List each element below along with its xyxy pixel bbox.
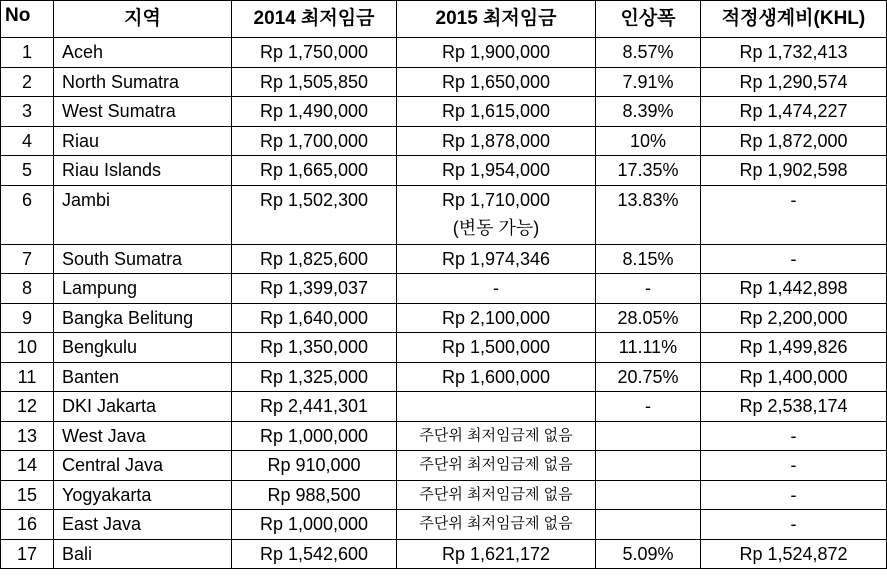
cell-region: West Java (54, 421, 232, 451)
cell-region: North Sumatra (54, 67, 232, 97)
cell-increase: - (596, 392, 701, 422)
cell-wage-2014: Rp 1,399,037 (232, 274, 397, 304)
table-row (1, 126, 887, 156)
cell-wage-2014: Rp 910,000 (232, 451, 397, 481)
cell-region: DKI Jakarta (54, 392, 232, 422)
cell-region: Bangka Belitung (54, 303, 232, 333)
cell-increase (596, 451, 701, 481)
cell-khl: Rp 1,442,898 (701, 274, 887, 304)
cell-wage-2015: 주단위 최저임금제 없음 (397, 421, 596, 451)
table-row (1, 539, 887, 569)
table-row (1, 274, 887, 304)
cell-region: Bengkulu (54, 333, 232, 363)
cell-increase (596, 421, 701, 451)
cell-wage-2015: Rp 1,600,000 (397, 362, 596, 392)
cell-wage-2014: Rp 1,542,600 (232, 539, 397, 569)
cell-increase: 10% (596, 126, 701, 156)
cell-no: 4 (1, 126, 54, 156)
cell-increase: 7.91% (596, 67, 701, 97)
cell-wage-2015: Rp 1,650,000 (397, 67, 596, 97)
cell-wage-2014: Rp 1,502,300 (232, 185, 397, 244)
cell-wage-2014: Rp 1,490,000 (232, 97, 397, 127)
header-wage-2015: 2015 최저임금 (397, 1, 596, 38)
cell-wage-2015: Rp 1,621,172 (397, 539, 596, 569)
cell-khl: - (701, 185, 887, 244)
cell-khl: Rp 2,538,174 (701, 392, 887, 422)
cell-wage-2014: Rp 988,500 (232, 480, 397, 510)
cell-increase: 5.09% (596, 539, 701, 569)
table-row (1, 480, 887, 510)
table-row (1, 392, 887, 422)
table-row (1, 244, 887, 274)
cell-khl: - (701, 421, 887, 451)
cell-region: Riau Islands (54, 156, 232, 186)
cell-wage-2014: Rp 1,505,850 (232, 67, 397, 97)
cell-increase (596, 510, 701, 540)
cell-increase: 17.35% (596, 156, 701, 186)
cell-wage-2015: Rp 1,500,000 (397, 333, 596, 363)
cell-increase: 20.75% (596, 362, 701, 392)
cell-khl: Rp 1,499,826 (701, 333, 887, 363)
cell-wage-2015: Rp 1,954,000 (397, 156, 596, 186)
cell-khl: Rp 2,200,000 (701, 303, 887, 333)
cell-no: 9 (1, 303, 54, 333)
cell-khl: Rp 1,872,000 (701, 126, 887, 156)
table-body (1, 38, 887, 569)
cell-increase: 13.83% (596, 185, 701, 244)
cell-wage-2015: Rp 1,900,000 (397, 38, 596, 68)
cell-wage-2014: Rp 1,665,000 (232, 156, 397, 186)
cell-wage-2014: Rp 1,750,000 (232, 38, 397, 68)
table-row (1, 303, 887, 333)
cell-no: 15 (1, 480, 54, 510)
cell-khl: Rp 1,732,413 (701, 38, 887, 68)
cell-wage-2015 (397, 392, 596, 422)
cell-increase: 8.39% (596, 97, 701, 127)
cell-region: Jambi (54, 185, 232, 244)
table-row (1, 185, 887, 244)
cell-region: West Sumatra (54, 97, 232, 127)
table-row (1, 333, 887, 363)
cell-wage-2014: Rp 2,441,301 (232, 392, 397, 422)
cell-wage-2014: Rp 1,325,000 (232, 362, 397, 392)
cell-no: 12 (1, 392, 54, 422)
cell-increase: 8.57% (596, 38, 701, 68)
cell-no: 16 (1, 510, 54, 540)
cell-no: 2 (1, 67, 54, 97)
cell-wage-2015: Rp 1,878,000 (397, 126, 596, 156)
cell-region: Lampung (54, 274, 232, 304)
cell-region: Riau (54, 126, 232, 156)
table-row (1, 156, 887, 186)
table-row (1, 97, 887, 127)
cell-increase: - (596, 274, 701, 304)
header-khl: 적정생계비(KHL) (701, 1, 887, 38)
cell-wage-2014: Rp 1,000,000 (232, 421, 397, 451)
cell-khl: - (701, 244, 887, 274)
cell-wage-2014: Rp 1,825,600 (232, 244, 397, 274)
cell-region: Banten (54, 362, 232, 392)
cell-no: 5 (1, 156, 54, 186)
cell-wage-2015: 주단위 최저임금제 없음 (397, 451, 596, 481)
cell-region: East Java (54, 510, 232, 540)
cell-khl: - (701, 510, 887, 540)
table-row (1, 510, 887, 540)
cell-no: 7 (1, 244, 54, 274)
cell-wage-2015: 주단위 최저임금제 없음 (397, 510, 596, 540)
cell-wage-2015-note: (변동 가능) (452, 217, 540, 238)
cell-wage-2014: Rp 1,700,000 (232, 126, 397, 156)
cell-khl: Rp 1,290,574 (701, 67, 887, 97)
cell-khl: Rp 1,524,872 (701, 539, 887, 569)
table-row (1, 451, 887, 481)
table-row (1, 421, 887, 451)
cell-khl: - (701, 451, 887, 481)
cell-wage-2015: Rp 1,615,000 (397, 97, 596, 127)
header-row (1, 1, 887, 38)
cell-increase: 28.05% (596, 303, 701, 333)
cell-increase: 8.15% (596, 244, 701, 274)
cell-no: 3 (1, 97, 54, 127)
cell-wage-2015-value: Rp 1,710,000 (441, 189, 551, 210)
cell-no: 6 (1, 185, 54, 244)
cell-region: Bali (54, 539, 232, 569)
cell-wage-2014: Rp 1,350,000 (232, 333, 397, 363)
cell-no: 17 (1, 539, 54, 569)
table-row (1, 362, 887, 392)
cell-no: 14 (1, 451, 54, 481)
cell-no: 1 (1, 38, 54, 68)
cell-region: Central Java (54, 451, 232, 481)
cell-region: Aceh (54, 38, 232, 68)
cell-region: Yogyakarta (54, 480, 232, 510)
cell-wage-2015: 주단위 최저임금제 없음 (397, 480, 596, 510)
cell-no: 8 (1, 274, 54, 304)
cell-khl: Rp 1,474,227 (701, 97, 887, 127)
cell-wage-2014: Rp 1,640,000 (232, 303, 397, 333)
cell-wage-2015 (397, 185, 596, 244)
cell-wage-2014: Rp 1,000,000 (232, 510, 397, 540)
cell-wage-2015: - (397, 274, 596, 304)
header-no: No (1, 1, 54, 38)
cell-increase (596, 480, 701, 510)
cell-increase: 11.11% (596, 333, 701, 363)
cell-no: 13 (1, 421, 54, 451)
header-region: 지역 (54, 1, 232, 38)
header-wage-2014: 2014 최저임금 (232, 1, 397, 38)
cell-khl: Rp 1,902,598 (701, 156, 887, 186)
cell-khl: Rp 1,400,000 (701, 362, 887, 392)
cell-wage-2015: Rp 2,100,000 (397, 303, 596, 333)
cell-wage-2015: Rp 1,974,346 (397, 244, 596, 274)
cell-region: South Sumatra (54, 244, 232, 274)
table-row (1, 38, 887, 68)
cell-khl: - (701, 480, 887, 510)
cell-no: 11 (1, 362, 54, 392)
table-row (1, 67, 887, 97)
cell-no: 10 (1, 333, 54, 363)
header-increase: 인상폭 (596, 1, 701, 38)
